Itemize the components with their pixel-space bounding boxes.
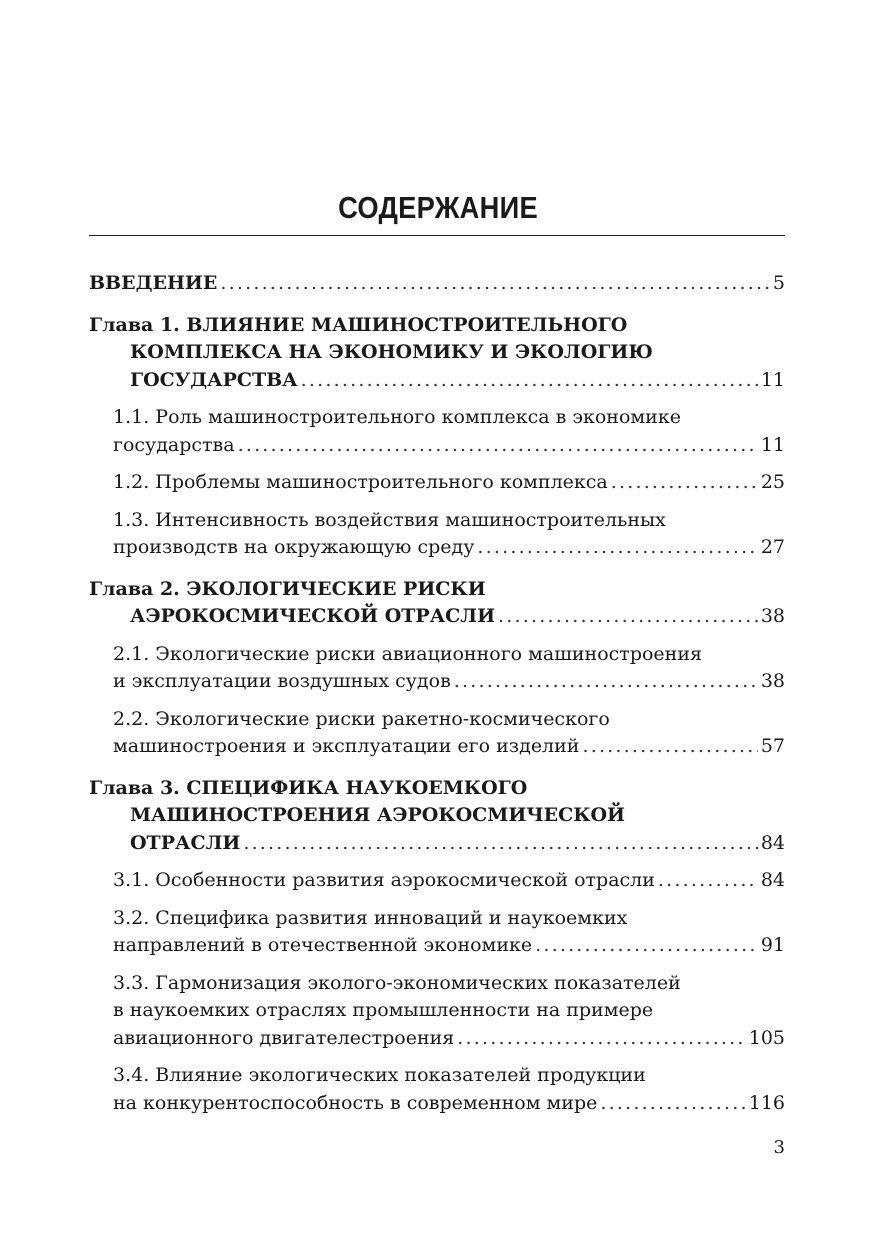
toc-line-text: Глава 3. СПЕЦИФИКА НАУКОЕМКОГО <box>89 776 528 799</box>
toc-line-text: МАШИНОСТРОЕНИЯ АЭРОКОСМИЧЕСКОЙ <box>130 804 626 826</box>
toc-line-text: 1.2. Проблемы машиностроительного комплекса <box>113 471 608 493</box>
dot-leader <box>611 469 758 497</box>
toc-page-number: 84 <box>760 831 785 854</box>
toc-line <box>89 339 785 367</box>
toc-line-text: ОТРАСЛИ <box>130 831 241 854</box>
toc-line <box>89 775 785 803</box>
toc-line-text: КОМПЛЕКСА НА ЭКОНОМИКУ И ЭКОЛОГИЮ <box>130 341 653 363</box>
dot-leader <box>457 1025 745 1053</box>
toc-section-entry <box>89 706 785 761</box>
toc-line <box>89 404 785 432</box>
toc-line <box>89 270 785 298</box>
dot-leader <box>658 867 758 895</box>
toc-line <box>89 1090 785 1118</box>
toc-line <box>89 706 785 734</box>
toc-page-number: 25 <box>760 471 785 493</box>
toc-section-entry <box>89 1062 785 1117</box>
toc-line-text: АЭРОКОСМИЧЕСКОЙ ОТРАСЛИ <box>130 605 496 627</box>
toc-line-text: 3.1. Особенности развития аэрокосмической отрасли <box>113 869 655 891</box>
dot-leader <box>301 367 758 395</box>
toc-line <box>89 576 785 604</box>
toc-line-text: Глава 1. ВЛИЯНИЕ МАШИНОСТРОИТЕЛЬНОГО <box>89 313 628 336</box>
toc-line-text: 2.2. Экологические риски ракетно-космического <box>113 707 610 730</box>
toc-line-text: направлений в отечественной экономике <box>113 934 533 956</box>
table-of-contents <box>89 270 785 1127</box>
dot-leader <box>535 932 758 960</box>
toc-page-number: 11 <box>760 368 785 391</box>
toc-line-text: 1.3. Интенсивность воздействия машиностроительных <box>113 508 666 531</box>
toc-line <box>89 312 785 340</box>
toc-line-text: и эксплуатации воздушных судов <box>113 670 451 692</box>
toc-line-text: на конкурентоспособность в современном мире <box>113 1091 598 1114</box>
toc-section-entry <box>89 469 785 497</box>
dot-leader <box>243 830 757 858</box>
toc-line <box>89 469 785 497</box>
toc-line <box>89 830 785 858</box>
toc-line <box>89 1062 785 1090</box>
toc-line <box>89 367 785 395</box>
toc-line-text: Глава 2. ЭКОЛОГИЧЕСКИЕ РИСКИ <box>89 577 486 600</box>
toc-line <box>89 668 785 696</box>
toc-line <box>89 432 785 460</box>
toc-page-number: 84 <box>760 869 785 891</box>
dot-leader <box>582 733 757 761</box>
toc-page-number: 105 <box>748 1026 785 1049</box>
toc-page-number: 57 <box>760 735 785 757</box>
toc-section-entry <box>89 905 785 960</box>
dot-leader <box>477 534 757 562</box>
toc-line <box>89 905 785 933</box>
toc-line <box>89 641 785 669</box>
toc-line-text: ВВЕДЕНИЕ <box>89 272 218 294</box>
toc-page-number: 38 <box>760 605 785 627</box>
dot-leader <box>498 603 758 631</box>
toc-intro-entry <box>89 270 785 298</box>
toc-page-number: 11 <box>760 433 785 456</box>
toc-line-text: ГОСУДАРСТВА <box>130 368 298 391</box>
toc-line-text: 3.2. Специфика развития инноваций и наукоемких <box>113 906 628 929</box>
toc-line-text: государства <box>113 433 235 456</box>
toc-line-text: 3.3. Гармонизация эколого-экономических показателей <box>113 971 681 994</box>
toc-line <box>89 802 785 830</box>
toc-line-text: 2.1. Экологические риски авиационного машиностроения <box>113 642 702 665</box>
toc-line-text: авиационного двигателестроения <box>113 1026 455 1049</box>
toc-line-text: 3.4. Влияние экологических показателей продукции <box>113 1064 646 1086</box>
page-title: СОДЕРЖАНИЕ <box>338 190 538 225</box>
toc-page-number: 116 <box>748 1091 785 1114</box>
dot-leader <box>220 270 770 298</box>
toc-line-text: производств на окружающую среду <box>113 536 475 558</box>
toc-chapter-entry <box>89 312 785 395</box>
toc-line-text: 1.1. Роль машиностроительного комплекса в экономике <box>113 406 681 428</box>
title-divider <box>89 235 785 236</box>
page-number: 3 <box>773 1137 785 1158</box>
toc-line <box>89 733 785 761</box>
toc-chapter-entry <box>89 576 785 631</box>
dot-leader <box>454 668 758 696</box>
toc-line <box>89 603 785 631</box>
toc-page-number: 91 <box>760 934 785 956</box>
toc-section-entry <box>89 970 785 1053</box>
toc-page-number: 5 <box>772 272 785 294</box>
toc-line <box>89 534 785 562</box>
toc-section-entry <box>89 507 785 562</box>
toc-line <box>89 867 785 895</box>
toc-line <box>89 997 785 1025</box>
toc-chapter-entry <box>89 775 785 858</box>
toc-page-number: 27 <box>760 536 785 558</box>
toc-line <box>89 970 785 998</box>
toc-line <box>89 507 785 535</box>
dot-leader <box>238 432 758 460</box>
toc-section-entry <box>89 867 785 895</box>
dot-leader <box>600 1090 745 1118</box>
toc-line <box>89 1025 785 1053</box>
toc-section-entry <box>89 641 785 696</box>
toc-line-text: машиностроения и эксплуатации его изделий <box>113 735 580 757</box>
toc-line <box>89 932 785 960</box>
toc-section-entry <box>89 404 785 459</box>
toc-line-text: в наукоемких отраслях промышленности на примере <box>113 999 654 1021</box>
toc-page-number: 38 <box>760 670 785 692</box>
